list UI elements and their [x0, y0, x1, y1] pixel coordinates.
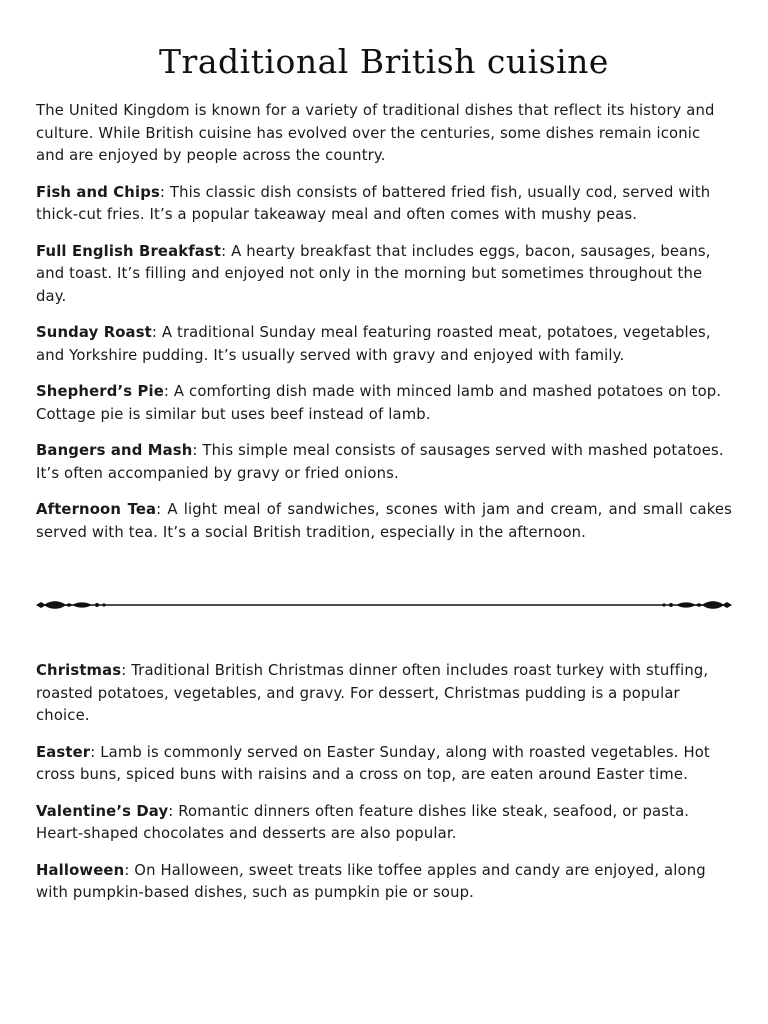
dish-name: Full English Breakfast [36, 242, 222, 260]
dish-fish-and-chips [36, 182, 732, 227]
dish-name: Shepherd’s Pie [36, 383, 164, 400]
dish-bangers-and-mash [36, 440, 732, 485]
dish-sunday-roast [36, 322, 732, 367]
intro-paragraph: The United Kingdom is known for a variety of traditional dishes that reflect its history and culture. While British cuisine has evolved over the centuries, some dishes remain iconic and are enjoyed by people across the country. [36, 102, 715, 164]
dish-description: : A comforting dish made with minced lamb and mashed potatoes on top. Cottage pie is similar but uses beef instead of lamb. [36, 383, 722, 423]
document-page [36, 0, 732, 544]
dish-description: : This simple meal consists of sausages served with mashed potatoes. It’s often accompanied by gravy or fried onions. [36, 442, 724, 482]
ornamental-divider-icon [36, 594, 732, 616]
dish-description: : A light meal of sandwiches, scones with jam and cream, and small cakes served with tea. It’s a social British tradition, especially in the afternoon. [36, 501, 732, 541]
holiday-name: Easter [36, 743, 91, 761]
holiday-description: : On Halloween, sweet treats like toffee apples and candy are enjoyed, along with pumpkin-based dishes, such as pumpkin pie or soup. [36, 861, 706, 901]
dish-shepherds-pie [36, 381, 732, 426]
holiday-description: : Traditional British Christmas dinner often includes roast turkey with stuffing, roasted potatoes, vegetables, and gravy. For dessert, Christmas pudding is a popular choice. [36, 662, 709, 724]
holiday-name: Halloween [36, 861, 125, 879]
holiday-halloween [36, 860, 732, 905]
holiday-description: : Romantic dinners often feature dishes like steak, seafood, or pasta. Heart-shaped chocolates and desserts are also popular. [36, 802, 690, 842]
holiday-description: : Lamb is commonly served on Easter Sunday, along with roasted vegetables. Hot cross buns, spiced buns with raisins and a cross on top, are eaten around Easter time. [36, 743, 710, 783]
dish-afternoon-tea [36, 499, 732, 544]
holiday-easter [36, 742, 732, 787]
dish-name: Sunday Roast [36, 324, 152, 341]
holiday-valentines-day [36, 801, 732, 846]
dish-full-english-breakfast [36, 241, 732, 309]
dish-name: Fish and Chips [36, 183, 160, 201]
page-title: Traditional British cuisine [159, 42, 609, 81]
holiday-name: Valentine’s Day [36, 802, 169, 820]
holiday-name: Christmas [36, 662, 122, 679]
holiday-section [36, 660, 732, 905]
dish-description: : This classic dish consists of battered fried fish, usually cod, served with thick-cut fries. It’s a popular takeaway meal and often comes with mushy peas. [36, 183, 711, 223]
dish-name: Afternoon Tea [36, 501, 157, 518]
dish-name: Bangers and Mash [36, 442, 193, 459]
holiday-christmas [36, 660, 732, 728]
dish-description: : A hearty breakfast that includes eggs, bacon, sausages, beans, and toast. It’s filling and enjoyed not only in the morning but sometimes throughout the day. [36, 242, 711, 305]
dish-description: : A traditional Sunday meal featuring roasted meat, potatoes, vegetables, and Yorkshire pudding. It’s usually served with gravy and enjoyed with family. [36, 324, 711, 364]
